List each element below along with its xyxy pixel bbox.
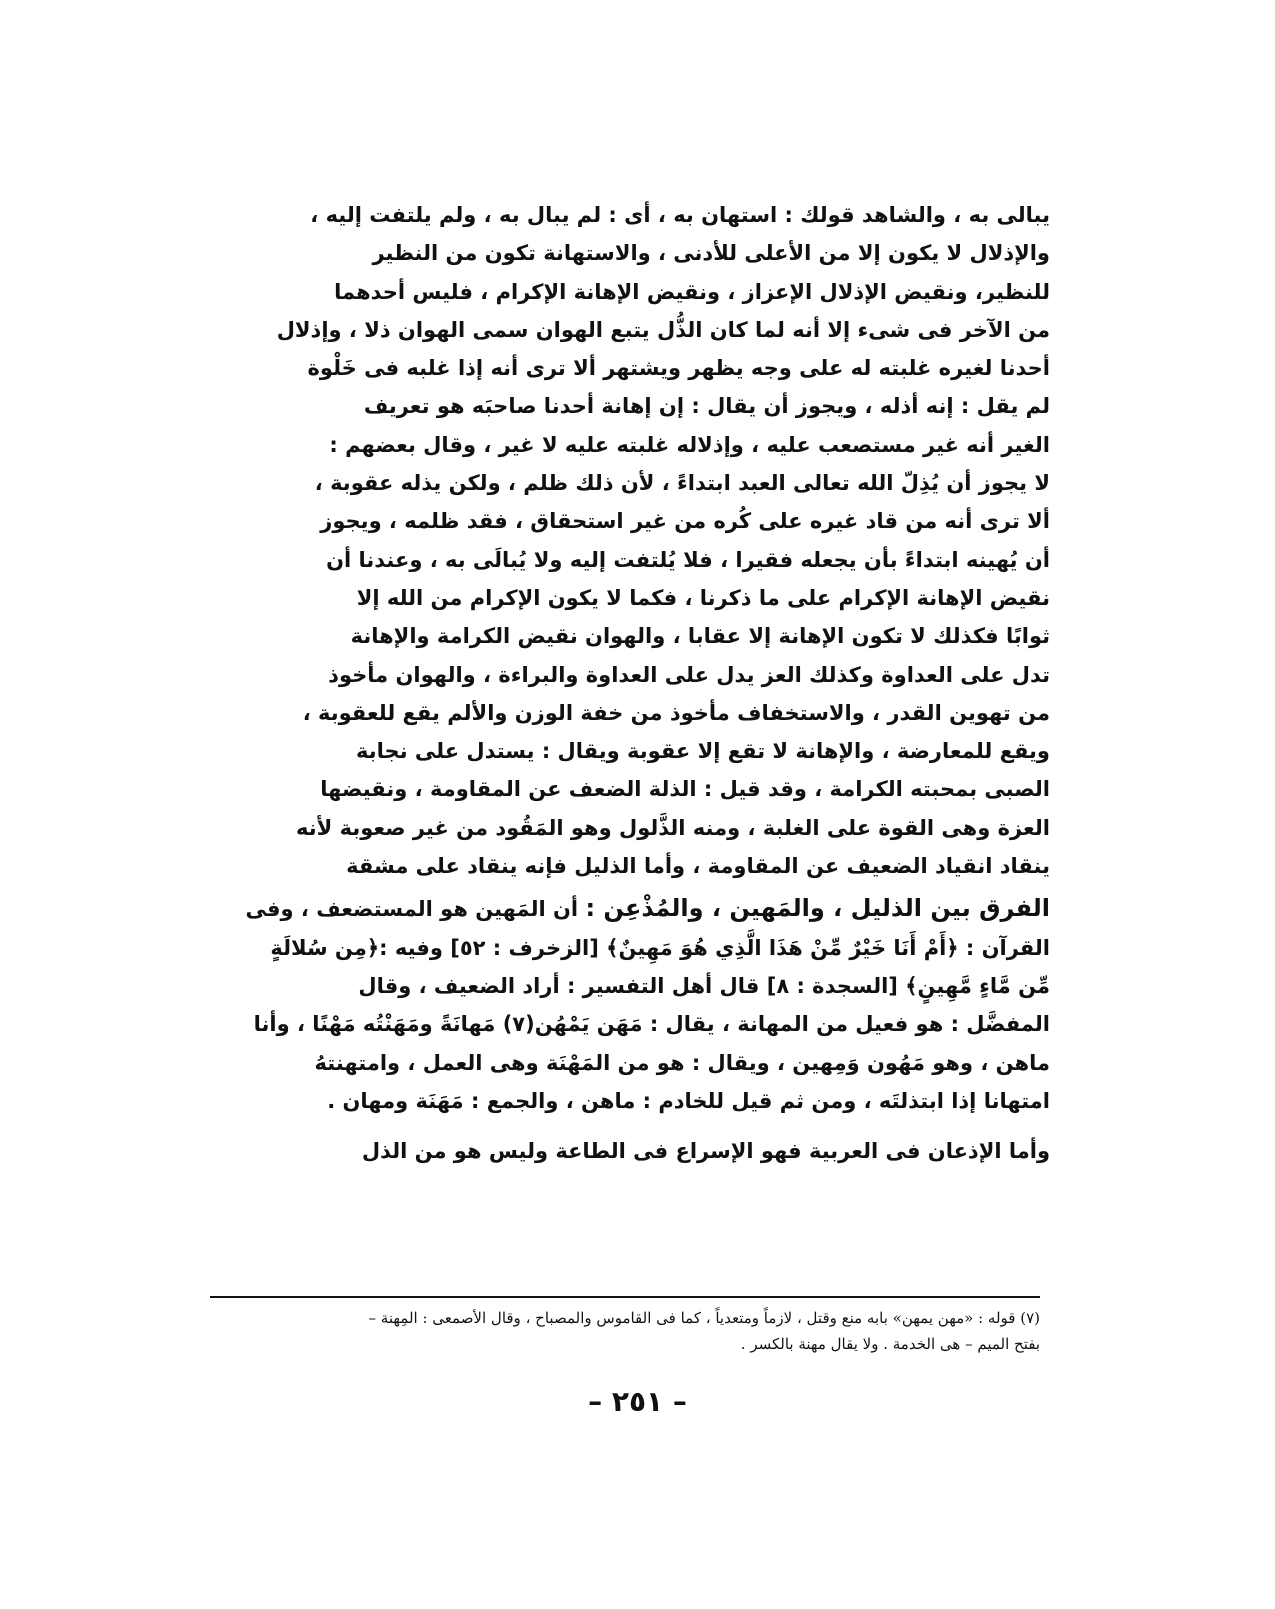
footnote-line: بفتح الميم – هى الخدمة . ولا يقال مهنة بالكسر .	[740, 1335, 1040, 1353]
text-line: القرآن : ﴿أَمْ أَنَا خَيْرٌ مِّنْ هَذَا الَّذِي هُوَ مَهِينٌ﴾ [الزخرف : ٥٢] وفيه :﴿مِن سُلالَةٍ	[270, 935, 1050, 960]
main-text-block	[210, 196, 1050, 1170]
paragraph-3	[210, 1132, 1050, 1170]
text-line: للنظير، ونقيض الإذلال الإعزاز ، ونقيض الإهانة الإكرام ، فليس أحدهما	[334, 279, 1050, 304]
text-line: يبالى به ، والشاهد قولك : استهان به ، أى : لم يبال به ، ولم يلتفت إليه ،	[310, 203, 1050, 227]
text-line: لم يقل : إنه أذله ، ويجوز أن يقال : إن إهانة أحدنا صاحبَه هو تعريف	[363, 394, 1050, 419]
heading-rest: أن المَهين هو المستضعف ، وفى	[245, 897, 586, 922]
text-line: الغير أنه غير مستصعب عليه ، وإذلاله غلبته عليه لا غير ، وقال بعضهم :	[329, 432, 1050, 457]
footnote	[210, 1305, 1040, 1357]
heading-line	[210, 889, 1050, 928]
text-line: من الآخر فى شىء إلا أنه لما كان الذُّل يتبع الهوان سمى الهوان ذلا ، وإذلال	[276, 317, 1050, 342]
text-line: تدل على العداوة وكذلك العز يدل على العداوة والبراءة ، والهوان مأخوذ	[328, 662, 1050, 687]
page-number: – ٢٥١ –	[588, 1385, 687, 1418]
text-line: ويقع للمعارضة ، والإهانة لا تقع إلا عقوبة ويقال : يستدل على نجابة	[356, 739, 1050, 764]
text-line: وأما الإذعان فى العربية فهو الإسراع فى الطاعة وليس هو من الذل	[361, 1139, 1050, 1164]
text-line: الصبى بمحبته الكرامة ، وقد قيل : الذلة الضعف عن المقاومة ، ونقيضها	[320, 777, 1050, 802]
section-heading: الفرق بين الذليل ، والمَهين ، والمُذْعِن :	[585, 894, 1050, 923]
text-line: ماهن ، وهو مَهُون وَمِهين ، ويقال : هو من المَهْنَة وهى العمل ، وامتهنتهُ	[314, 1050, 1050, 1075]
text-line: ثوابًا فكذلك لا تكون الإهانة إلا عقابا ، والهوان نقيض الكرامة والإهانة	[350, 624, 1050, 649]
footnote-line: (٧) قوله : «مهن يمهن» بابه منع وقتل ، لازماً ومتعدياً ، كما فى القاموس والمصباح ، وقال الأصمعى : المِهنة –	[368, 1309, 1040, 1327]
text-line: ينقاد انقياد الضعيف عن المقاومة ، وأما الذليل فإنه ينقاد على مشقة	[346, 854, 1050, 879]
text-line: نقيض الإهانة الإكرام على ما ذكرنا ، فكما لا يكون الإكرام من الله إلا	[356, 585, 1050, 610]
text-line: لا يجوز أن يُذِلّ الله تعالى العبد ابتداءً ، لأن ذلك ظلم ، ولكن يذله عقوبة ،	[314, 471, 1050, 496]
text-line: أحدنا لغيره غلبته له على وجه يظهر ويشتهر ألا ترى أنه إذا غلبه فى خَلْوة	[307, 356, 1050, 381]
text-line: من تهوين القدر ، والاستخفاف مأخوذ من خفة الوزن والألم يقع للعقوبة ،	[302, 700, 1050, 725]
paragraph-1	[210, 196, 1050, 885]
footnote-divider	[210, 1296, 1040, 1298]
paragraph-2	[210, 889, 1050, 1120]
text-line: المفضَّل : هو فعيل من المهانة ، يقال : مَهَن يَمْهُن(٧) مَهانَةً ومَهَنْتُه مَهْنًا ، وأنا	[253, 1012, 1050, 1037]
text-line: مِّن مَّاءٍ مَّهِينٍ﴾ [السجدة : ٨] قال أهل التفسير : أراد الضعيف ، وقال	[358, 973, 1050, 998]
text-line: والإذلال لا يكون إلا من الأعلى للأدنى ، والاستهانة تكون من النظير	[372, 241, 1050, 266]
text-line: امتهانا إذا ابتذلتَه ، ومن ثم قيل للخادم : ماهن ، والجمع : مَهَنَة ومهان .	[327, 1088, 1050, 1113]
text-line: أن يُهينه ابتداءً بأن يجعله فقيرا ، فلا يُلتفت إليه ولا يُبالَى به ، وعندنا أن	[326, 547, 1050, 572]
text-line: العزة وهى القوة على الغلبة ، ومنه الذَّلول وهو المَقُود من غير صعوبة لأنه	[296, 815, 1050, 840]
text-line: ألا ترى أنه من قاد غيره على كُره من غير استحقاق ، فقد ظلمه ، ويجوز	[320, 509, 1050, 534]
